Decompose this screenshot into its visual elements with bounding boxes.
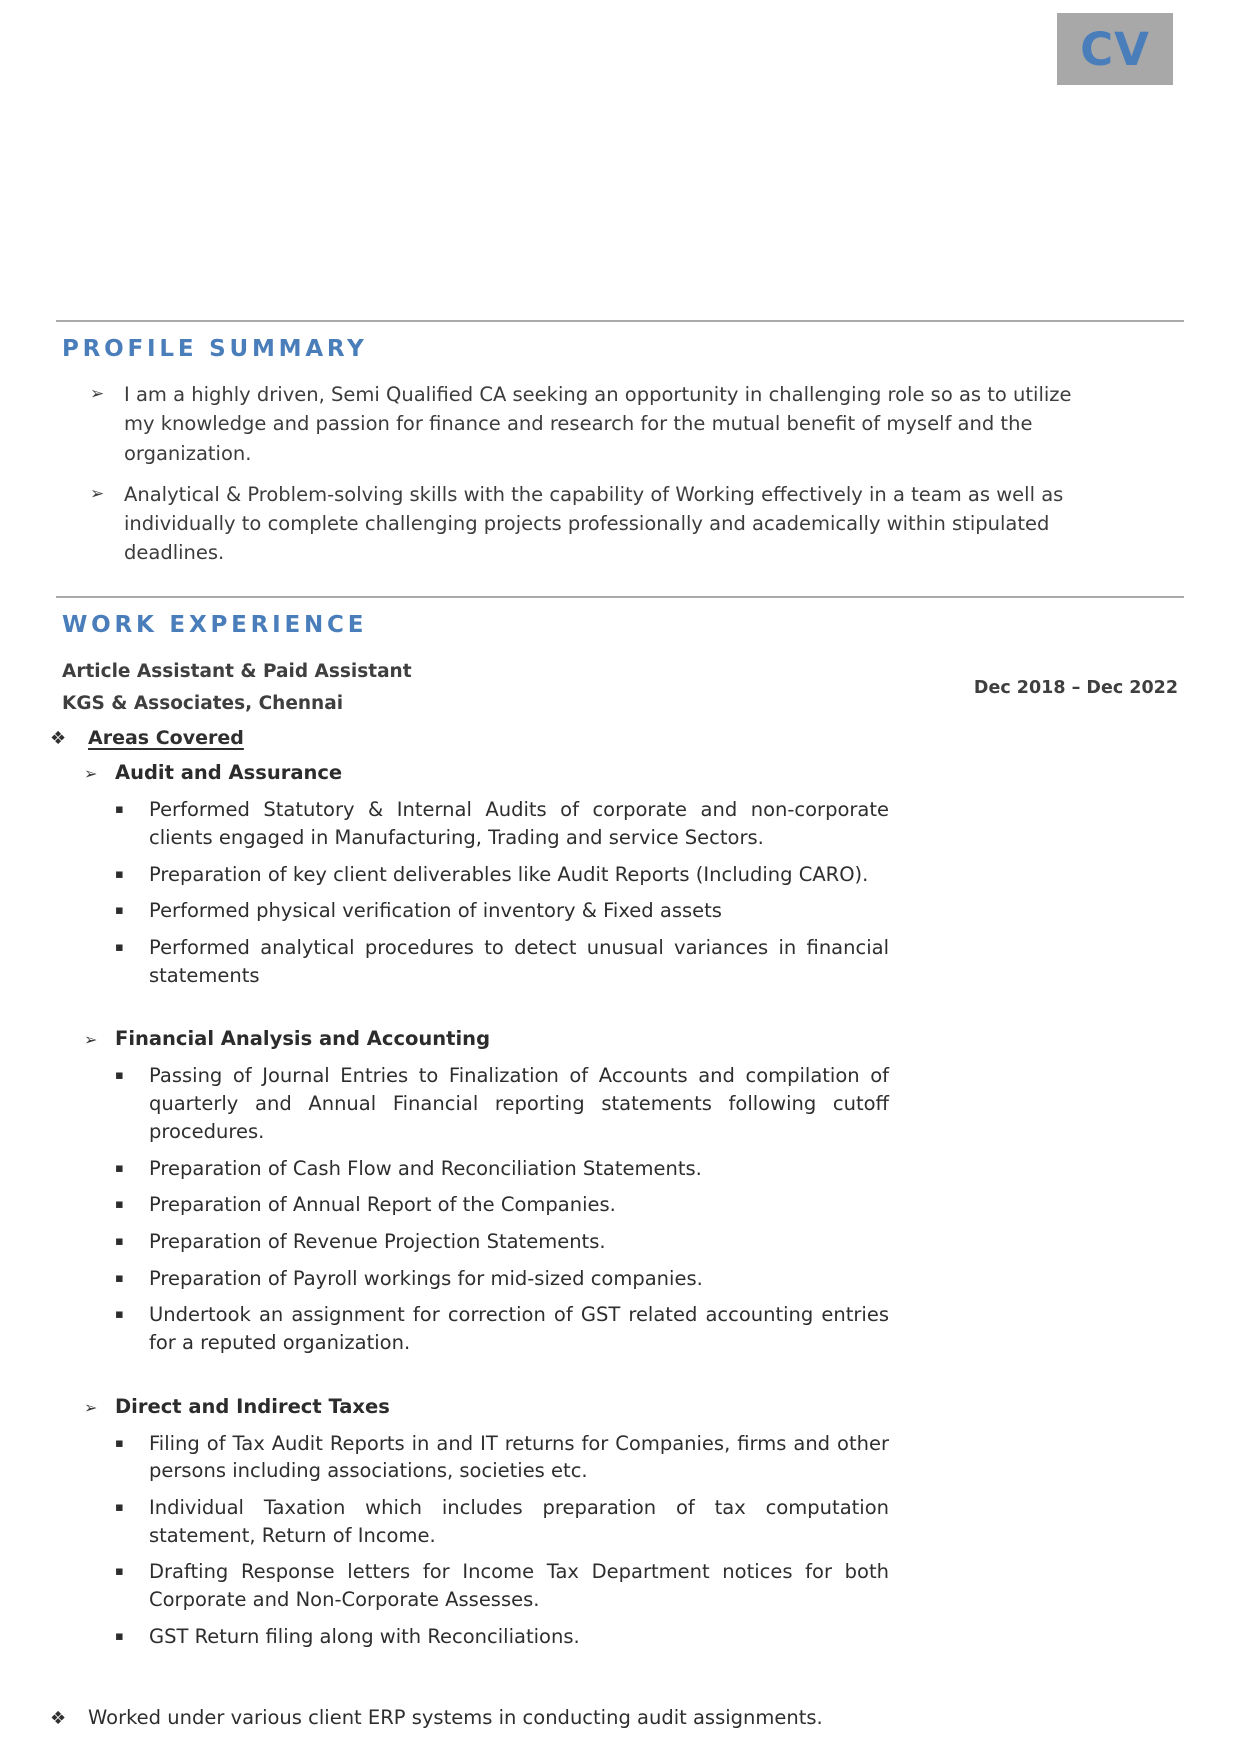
list-item [115,1155,1184,1183]
bullet-text: Undertook an assignment for correction of GST related accounting entries for a reputed organization. [149,1303,889,1354]
bullet-text: Performed physical verification of inventory & Fixed assets [149,899,722,923]
group-heading [84,1027,1184,1050]
profile-summary-title: PROFILE SUMMARY [62,336,368,362]
square-bullet-icon: ▪ [115,1564,124,1580]
company-name: KGS & Associates, Chennai [62,693,344,715]
list-item [115,1623,1184,1651]
square-bullet-icon: ▪ [115,802,124,818]
work-experience-title: WORK EXPERIENCE [62,611,368,638]
group-title: Direct and Indirect Taxes [115,1394,390,1418]
bullet-text: Preparation of key client deliverables like Audit Reports (Including CARO). [149,862,869,886]
profile-bullet-list [90,380,1184,568]
profile-bullet-text: Analytical & Problem-solving skills with the capability of Working effectively in a team as well as individually to complete challenging projects professionally and academically within stipulated deadlines. [124,482,1064,565]
list-item [90,480,1184,568]
divider [56,320,1184,322]
section-direct-and-indirect-taxes [84,1395,1184,1651]
square-bullet-icon: ▪ [115,1233,124,1249]
bullet-text: Drafting Response letters for Income Tax Department notices for both Corporate and Non-Corporate Assesses. [149,1560,889,1612]
list-item [115,1558,1184,1613]
list-item [115,1430,1184,1485]
square-bullet-icon: ▪ [115,940,124,956]
arrow-bullet-icon: ➢ [84,1397,98,1417]
bullet-list [115,1430,1184,1651]
page-content [50,320,1184,1730]
arrow-bullet-icon: ➢ [90,384,105,404]
list-item [115,796,1184,851]
square-bullet-icon: ▪ [115,1307,124,1323]
square-bullet-icon: ▪ [115,1435,124,1451]
bullet-text: Individual Taxation which includes preparation of tax computation statement, Return of Income. [149,1496,889,1547]
areas-covered-row [50,727,1184,749]
diamond-bullet-icon: ❖ [50,728,67,750]
areas-covered-label: Areas Covered [88,727,244,750]
bullet-text: GST Return filing along with Reconciliations. [149,1624,580,1648]
square-bullet-icon: ▪ [115,1160,124,1176]
list-item [115,934,1184,989]
bullet-text: Preparation of Payroll workings for mid-sized companies. [149,1266,703,1290]
square-bullet-icon: ▪ [115,903,124,919]
cv-logo-text: CV [1080,22,1150,76]
list-item [115,1301,1184,1356]
diamond-bullet-icon: ❖ [50,1708,67,1730]
profile-bullet-text: I am a highly driven, Semi Qualified CA seeking an opportunity in challenging role so as to utilize my knowledge and passion for finance and research for the mutual benefit of myself and the organization. [124,383,1072,465]
bullet-text: Filing of Tax Audit Reports in and IT returns for Companies, firms and other persons including associations, societies etc. [149,1431,889,1483]
group-heading [84,1395,1184,1418]
job-title: Article Assistant & Paid Assistant [62,660,412,682]
group-title: Audit and Assurance [115,761,343,785]
group-heading [84,761,1184,784]
section-financial-analysis-and-accounting [84,1027,1184,1356]
bullet-text: Performed Statutory & Internal Audits of corporate and non-corporate clients engaged in Manufacturing, Trading and service Sectors. [149,798,889,850]
square-bullet-icon: ▪ [115,1197,124,1213]
divider [56,596,1184,598]
bullet-text: Preparation of Revenue Projection Statements. [149,1229,606,1253]
section-audit-and-assurance [84,761,1184,989]
bullet-text: Preparation of Cash Flow and Reconciliation Statements. [149,1156,702,1180]
bullet-text: Preparation of Annual Report of the Companies. [149,1193,616,1217]
arrow-bullet-icon: ➢ [84,764,98,784]
arrow-bullet-icon: ➢ [90,483,105,504]
bullet-text: Passing of Journal Entries to Finalization of Accounts and compilation of quarterly and Annual Financial reporting statements following cutoff procedures. [149,1064,889,1143]
list-item [115,1191,1184,1219]
square-bullet-icon: ▪ [115,1500,124,1516]
bullet-text: Performed analytical procedures to detect unusual variances in financial statements [149,936,889,987]
list-item [115,1494,1184,1549]
list-item [115,861,1184,889]
erp-systems-note-row [50,1706,1184,1729]
square-bullet-icon: ▪ [115,866,124,882]
bullet-list [115,1062,1184,1356]
square-bullet-icon: ▪ [115,1628,124,1644]
group-title: Financial Analysis and Accounting [115,1027,491,1051]
list-item [90,380,1184,468]
role-row [62,656,1178,722]
list-item [115,1228,1184,1256]
list-item [115,897,1184,925]
bullet-list [115,796,1184,989]
list-item [115,1265,1184,1293]
arrow-bullet-icon: ➢ [84,1030,98,1050]
role-block [62,656,412,722]
erp-systems-note: Worked under various client ERP systems in conducting audit assignments. [88,1706,823,1730]
cv-logo [1057,13,1173,85]
list-item [115,1062,1184,1145]
square-bullet-icon: ▪ [115,1270,124,1286]
employment-dates: Dec 2018 – Dec 2022 [973,678,1178,699]
square-bullet-icon: ▪ [115,1068,124,1084]
